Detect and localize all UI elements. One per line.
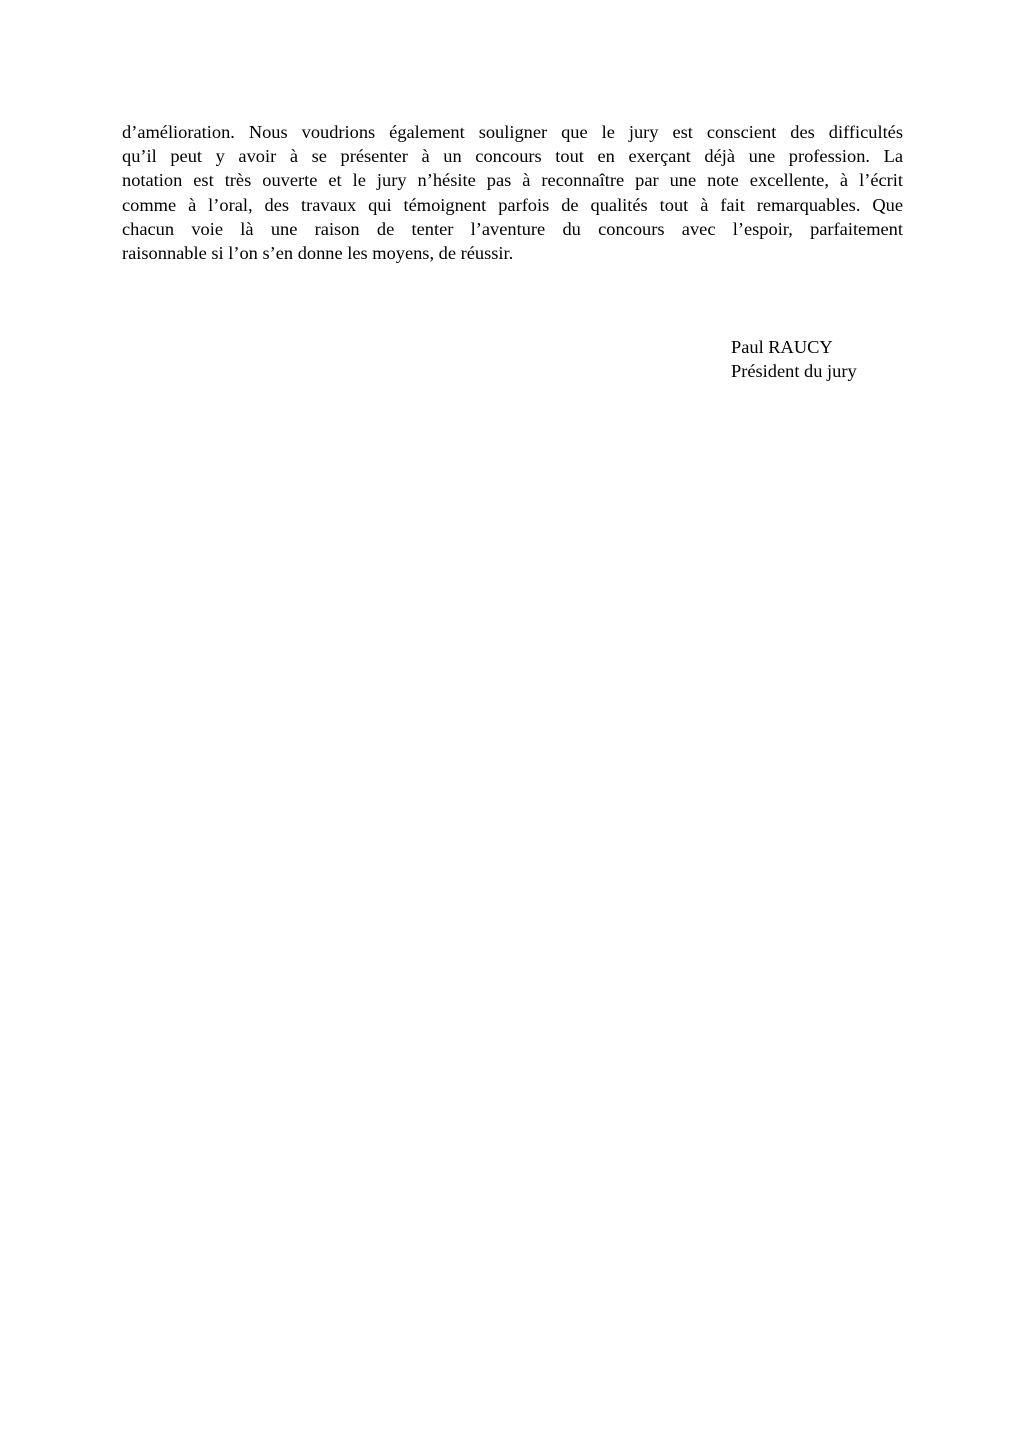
body-paragraph [122,120,903,265]
signature-title: Président du jury [731,361,857,382]
signature-name: Paul RAUCY [731,337,833,357]
paragraph-line: raisonnable si l’on s’en donne les moyens, de réussir. [122,243,514,264]
paragraph-line: d’amélioration. Nous voudrions également souligner que le jury est conscient des difficultés [122,122,903,142]
paragraph-line: notation est très ouverte et le jury n’hésite pas à reconnaître par une note excellente, à l’écrit [122,170,903,191]
paragraph-line: qu’il peut y avoir à se présenter à un concours tout en exerçant déjà une profession. La [122,146,903,167]
signature-block [731,335,857,383]
paragraph-line: chacun voie là une raison de tenter l’aventure du concours avec l’espoir, parfaitement [122,218,903,239]
paragraph-line: comme à l’oral, des travaux qui témoignent parfois de qualités tout à fait remarquables. Que [122,194,903,215]
